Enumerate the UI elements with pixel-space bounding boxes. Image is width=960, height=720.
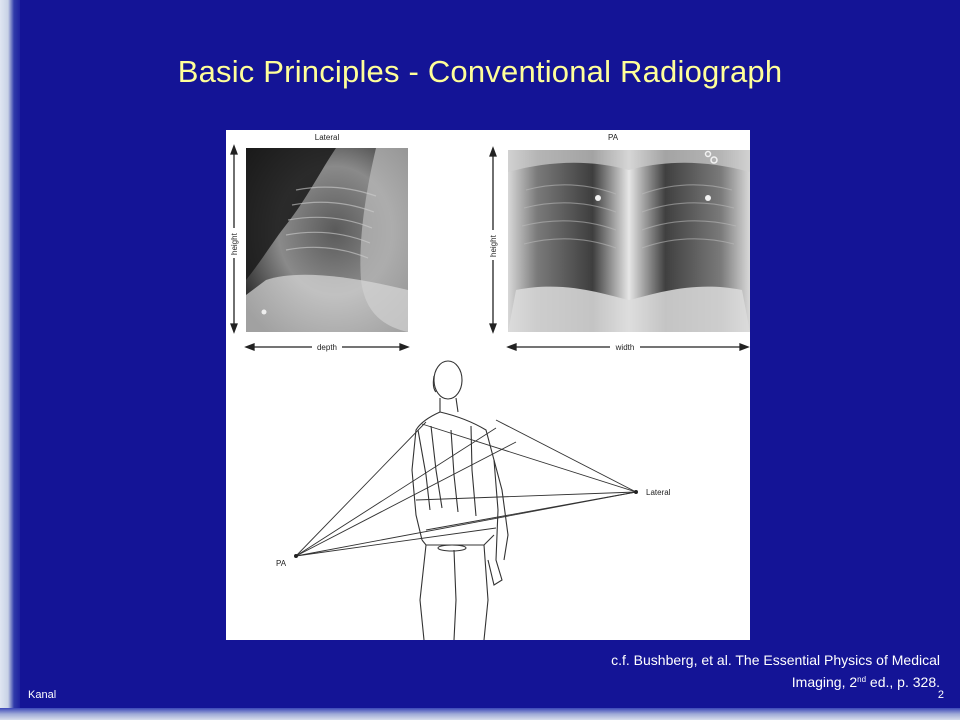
pa-source-point	[294, 554, 298, 558]
lateral-source-label: Lateral	[646, 488, 671, 497]
citation-line-2	[611, 670, 940, 692]
width-label: width	[615, 343, 635, 352]
citation-superscript: nd	[857, 675, 867, 684]
radiograph-figure	[226, 130, 750, 640]
lateral-source-point	[634, 490, 638, 494]
pa-height-label: height	[489, 235, 498, 257]
slide-title: Basic Principles - Conventional Radiograph	[177, 54, 783, 89]
footer-author: Kanal	[28, 689, 57, 701]
person-illustration	[412, 361, 508, 640]
citation-line-1: c.f. Bushberg, et al. The Essential Physics of Medical	[611, 652, 940, 668]
pa-radiograph	[508, 150, 750, 332]
figure-illustration	[226, 130, 750, 640]
citation-line-2-suffix: ed., p. 328.	[866, 674, 940, 690]
lateral-radiograph	[246, 148, 408, 332]
page-number: 2	[937, 689, 944, 701]
depth-label: depth	[316, 343, 338, 352]
pa-source-label: PA	[276, 559, 287, 568]
citation-line-2-prefix: Imaging, 2	[791, 674, 858, 690]
slide-bottom-band	[0, 708, 960, 720]
lateral-view-label: Lateral	[314, 133, 340, 142]
lateral-height-label: height	[230, 233, 239, 255]
projection-lines	[296, 420, 636, 556]
pa-view-label: PA	[607, 133, 619, 142]
citation	[611, 651, 940, 692]
